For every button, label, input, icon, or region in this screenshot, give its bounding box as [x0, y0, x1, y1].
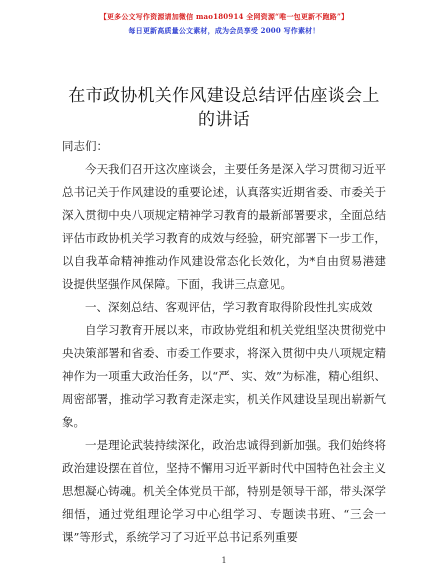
paragraph-intro: 今天我们召开这次座谈会，主要任务是深入学习贯彻习近平总书记关于作风建设的重要论述，认真落实近期省委、市委关于深入贯彻中央八项规定精神学习教育的最新部署要求，全面总结评估市政协机关学习教育的成效与经验，研究部署下一步工作，以自我革命精神推动作风建设常态化长效化，为*自由贸易港建设提供坚强作风保障。下面，我讲三点意见。	[62, 162, 386, 291]
page-number: 1	[221, 556, 227, 565]
salutation: 同志们：	[62, 139, 108, 153]
document-body	[62, 158, 386, 549]
banner-line-membership: 每日更新高质量公文素材，成为会员享受 2000 写作素材！	[128, 26, 320, 35]
section-heading-1: 一、深刻总结、客观评估，学习教育取得阶段性扎实成效	[85, 300, 373, 314]
document-title: 在市政协机关作风建设总结评估座谈会上的讲话	[68, 86, 380, 130]
header-banner	[0, 10, 448, 38]
paragraph-section-1: 自学习教育开展以来，市政协党组和机关党组坚决贯彻党中央决策部署和省委、市委工作要求，将深入贯彻中央八项规定精神作为一项重大政治任务，以“严、实、效”为标准，精心组织、周密部署，推动学习教育走深走实，机关作风建设呈现出崭新气象。	[62, 323, 386, 429]
banner-line-promo: 【更多公文写作资源请加微信 mao180914 全网资源“唯一包更新不跑路”】	[99, 12, 349, 21]
paragraph-point-1: 一是理论武装持续深化，政治忠诚得到新加强。我们始终将政治建设摆在首位，坚持不懈用习近平新时代中国特色社会主义思想凝心铸魂。机关全体党员干部，特别是领导干部，带头深学细悟，通过党组理论学习中心组学习、专题读书班、“三会一课”等形式，系统学习了习近平总书记系列重要	[62, 438, 386, 544]
